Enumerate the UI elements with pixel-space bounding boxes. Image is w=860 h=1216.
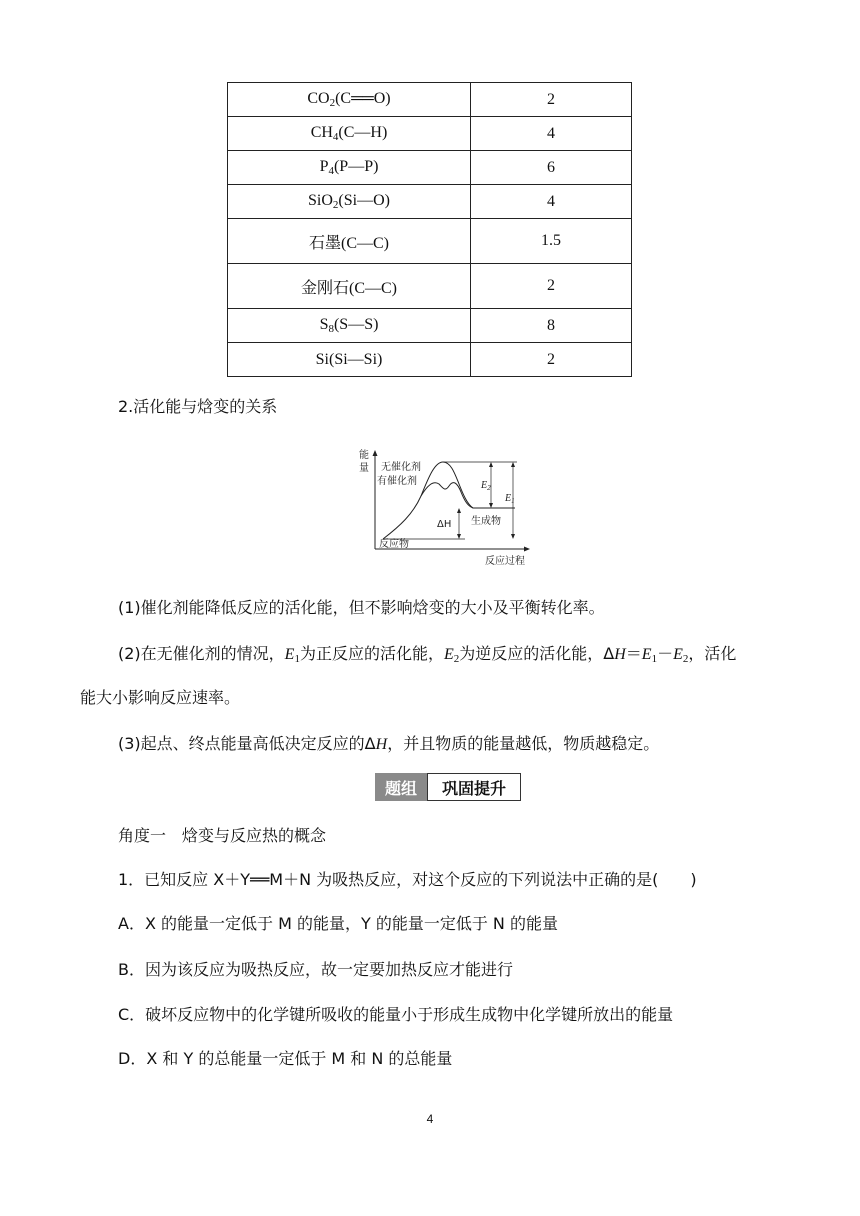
table-cell-value: 2 [471,83,632,117]
table-cell-value: 4 [471,185,632,219]
e1-arrowhead-bottom [511,534,515,539]
section-heading: 2.活化能与焓变的关系 [118,397,278,416]
uncatalyzed-label: 无催化剂 [381,462,421,473]
x-axis-arrow [524,547,530,552]
bond-count-table [227,82,632,377]
table-cell-value: 8 [471,309,632,343]
table-cell-substance: $S_8(S—S)$ [228,309,471,343]
e1-label: $E_1$ [505,493,515,505]
y-label-1: 能 [359,450,369,461]
y-axis-arrow [373,450,378,456]
table-cell-value: 1.5 [471,219,632,264]
reactants-label: 反应物 [379,539,409,550]
badge-left: 题组 [375,773,427,801]
table-cell-substance: $CH_4(C—H)$ [228,117,471,151]
point-2: (2)在无催化剂的情况，E1为正反应的活化能，E2为逆反应的活化能，ΔH＝E1－E2，活化 [118,644,737,665]
angle-heading: 角度一 焓变与反应热的概念 [118,826,327,845]
point-1: (1)催化剂能降低反应的活化能，但不影响焓变的大小及平衡转化率。 [118,598,605,617]
table-cell-value: 2 [471,264,632,309]
table-row [228,83,632,117]
section-badge [375,773,521,801]
table-row [228,185,632,219]
dh-label: ΔH [437,519,452,530]
y-label-2: 量 [359,463,369,474]
dh-arrowhead-bottom [457,534,461,539]
catalyzed-label: 有催化剂 [377,476,417,487]
x-axis-label: 反应过程 [485,556,525,567]
table-row [228,219,632,264]
table-cell-substance: 石墨(C—C) [228,219,471,264]
option-d: D．X 和 Y 的总能量一定低于 M 和 N 的总能量 [118,1049,453,1068]
table-cell-substance: 金刚石(C—C) [228,264,471,309]
table-row [228,117,632,151]
table-row [228,309,632,343]
dh-arrowhead-top [457,508,461,513]
table-row [228,343,632,377]
page-number: 4 [426,1112,434,1126]
option-a: A．X 的能量一定低于 M 的能量，Y 的能量一定低于 N 的能量 [118,914,558,933]
table-cell-value: 6 [471,151,632,185]
table-cell-substance: $P_4(P—P)$ [228,151,471,185]
table-cell-value: 4 [471,117,632,151]
table-cell-substance: SiO$_2$(Si—O) [228,185,471,219]
badge-right: 巩固提升 [427,773,521,801]
products-label: 生成物 [471,516,501,527]
catalyzed-curve [421,483,473,508]
table-cell-substance: $CO_2(C══O)$ [228,83,471,117]
table-row [228,151,632,185]
point-2-continued: 能大小影响反应速率。 [80,688,241,707]
option-b: B．因为该反应为吸热反应，故一定要加热反应才能进行 [118,960,513,979]
point-3: (3)起点、终点能量高低决定反应的ΔH，并且物质的能量越低，物质越稳定。 [118,734,660,753]
question-stem: 1．已知反应 X＋Y══M＋N 为吸热反应，对这个反应的下列说法中正确的是( ) [118,870,697,889]
option-c: C．破坏反应物中的化学键所吸收的能量小于形成生成物中化学键所放出的能量 [118,1005,674,1024]
e2-arrowhead-top [489,462,493,467]
e2-arrowhead-bottom [489,503,493,508]
e2-label: $E_2$ [481,480,491,492]
e1-arrowhead-top [511,462,515,467]
table-cell-substance: Si(Si—Si) [228,343,471,377]
table-row [228,264,632,309]
energy-profile-diagram [355,446,535,571]
table-cell-value: 2 [471,343,632,377]
